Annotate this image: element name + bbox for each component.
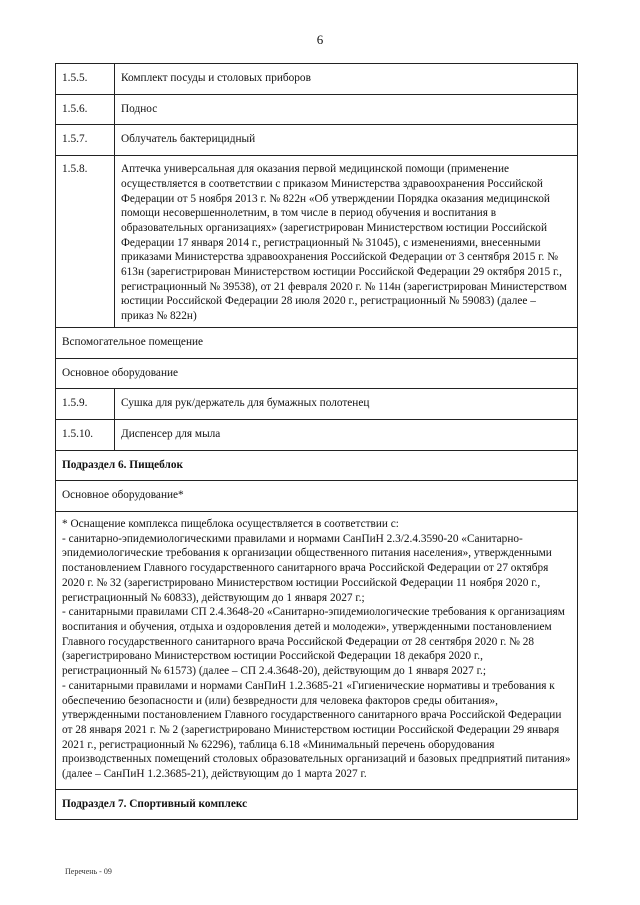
note-line: - санитарно-эпидемиологическими правилами и нормами СанПиН 2.3/2.4.3590-20 «Санитарно-эпидемиологические требования к организации общественного питания населения», утвержденными постановлением Главного государственного санитарного врача Российской Федерации от 27 октября 2020 г. № 32 (зарегистрировано Министерством юстиции Российской Федерации 11 ноября 2020 г., регистрационный № 60833), действующим до 1 января 2027 г.;	[62, 532, 552, 604]
item-number: 1.5.7.	[56, 125, 115, 156]
item-number: 1.5.5.	[56, 64, 115, 95]
note-line: - санитарными правилами и нормами СанПиН 1.2.3685-21 «Гигиенические нормативы и требования к обеспечению безопасности и (или) безвредности для человека факторов среды обитания», утвержденными постановлением Главного государственного санитарного врача Российской Федерации от 28 января 2021 г. № 2 (зарегистрировано Министерством юстиции Российской Федерации 29 января 2021 г., регистрационный № 62296), таблица 6.18 «Минимальный перечень оборудования производственных помещений столовых образовательных организаций и базовых предприятий питания»	[62, 679, 571, 766]
item-text: Облучатель бактерицидный	[115, 125, 578, 156]
section-row	[56, 789, 578, 820]
footnote	[56, 512, 578, 790]
section-row	[56, 450, 578, 481]
item-number: 1.5.10.	[56, 419, 115, 450]
item-number: 1.5.8.	[56, 156, 115, 328]
section-row	[56, 358, 578, 389]
table-row	[56, 156, 578, 328]
page-number: 6	[316, 32, 324, 47]
table-row	[56, 64, 578, 95]
note-line: - санитарными правилами СП 2.4.3648-20 «Санитарно-эпидемиологические требования к организациям воспитания и обучения, отдыха и оздоровления детей и молодежи», утвержденными постановлением Главного государственного санитарного врача Российской Федерации от 28 сентября 2020 г. № 28 (зарегистрировано Министерством юстиции Российской Федерации 18 декабря 2020 г., регистрационный № 61573) (далее – СП 2.4.3648-20), действующим до 1 января 2027 г.;	[62, 606, 565, 678]
item-number: 1.5.9.	[56, 389, 115, 420]
note-line: * Оснащение комплекса пищеблока осуществляется в соответствии с:	[62, 518, 399, 531]
equipment-table	[55, 63, 578, 820]
item-text: Комплект посуды и столовых приборов	[115, 64, 578, 95]
item-text: Поднос	[115, 94, 578, 125]
table-row	[56, 94, 578, 125]
note-line: (далее – СанПиН 1.2.3685-21), действующим до 1 марта 2027 г.	[62, 768, 367, 781]
item-number: 1.5.6.	[56, 94, 115, 125]
item-text: Сушка для рук/держатель для бумажных полотенец	[115, 389, 578, 420]
subsection-6-heading: Подраздел 6. Пищеблок	[56, 450, 578, 481]
table-row	[56, 389, 578, 420]
section-row	[56, 481, 578, 512]
section-row	[56, 327, 578, 358]
aux-room-heading: Вспомогательное помещение	[56, 327, 578, 358]
item-text: Аптечка универсальная для оказания первой медицинской помощи (применение осуществляется в соответствии с приказом Министерства здравоохранения Российской Федерации от 5 ноября 2013 г. № 822н «Об утверждении Порядка оказания медицинской помощи несовершеннолетним, в том числе в период обучения и воспитания в образовательных организациях» (зарегистрирован Министерством юстиции Российской Федерации 17 января 2014 г., регистрационный № 31045), с изменениями, внесенными приказами Министерства здравоохранения Российской Федерации от 3 сентября 2015 г. № 613н (зарегистрирован Министерством юстиции Российской Федерации 29 октября 2015 г., регистрационный № 39538), от 21 февраля 2020 г. № 114н (зарегистрирован Министерством юстиции Российской Федерации 28 июля 2020 г., регистрационный № 59083) (далее – приказ № 822н)	[115, 156, 578, 328]
table-row	[56, 419, 578, 450]
item-text: Диспенсер для мыла	[115, 419, 578, 450]
main-equipment-heading: Основное оборудование*	[56, 481, 578, 512]
footer-code: Перечень - 09	[65, 867, 112, 876]
table-row	[56, 125, 578, 156]
main-equipment-heading: Основное оборудование	[56, 358, 578, 389]
note-row	[56, 512, 578, 790]
subsection-7-heading: Подраздел 7. Спортивный комплекс	[56, 789, 578, 820]
